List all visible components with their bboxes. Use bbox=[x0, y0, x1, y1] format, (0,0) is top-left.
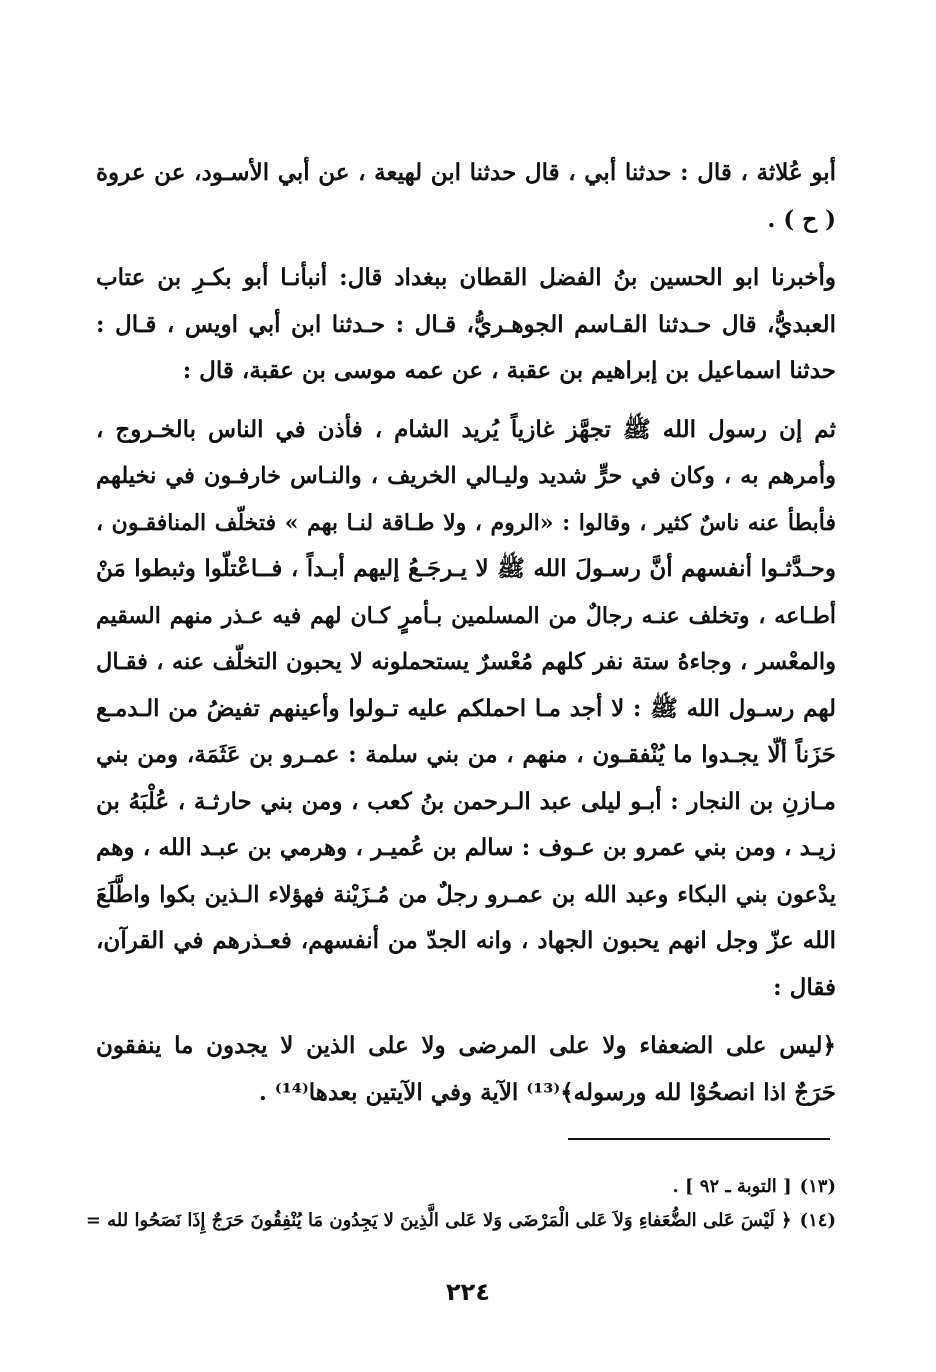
text-line: الله عزّ وجل انهم يحبون الجهاد ، وانه الجدّ من أنفسهم، فعـذرهم في القرآن، bbox=[96, 927, 836, 954]
footnote-text: ﴿ لَيْسَ عَلى الضُّعَفاءِ وَلاَ عَلى الْمَرْضَى وَلا عَلى الَّذِينَ لا يَجِدُون مَا يُنْفِقُونَ حَرَجٌ إِذَا نَصَحُوا لله = bbox=[85, 1210, 792, 1231]
footnote-number: (١٣) bbox=[799, 1176, 836, 1197]
isnad-paragraph-1 bbox=[96, 150, 836, 243]
text-line: ( ح ) . bbox=[767, 205, 836, 233]
text-line: فقال : bbox=[773, 973, 836, 1001]
main-text bbox=[96, 150, 836, 1116]
text-line: وأمرهم به ، وكان في حرٍّ شديد وليـالي الخريف ، والنـاس خارفـون في نخيلهم bbox=[96, 463, 836, 489]
text-line: حدثنا اسماعيل بن إبراهيم بن عقبة ، عن عمه موسى بن عقبة، قال : bbox=[182, 357, 836, 384]
footnote-text: [ التوبة ـ ٩٢ ] . bbox=[672, 1176, 792, 1197]
footnote-13 bbox=[86, 1170, 836, 1204]
text-line: حَزَناً ألّا يجـدوا ما يُنْفقـون ، منهم ، من بني سلمة : عمـرو بن عَثَمَة، ومن بني bbox=[96, 741, 836, 768]
footnotes bbox=[86, 1170, 836, 1238]
text-line: وأخبرنا ابو الحسين بنُ الفضل القطان ببغداد قال: أنبأنـا أبو بكـرِ بن عتاب bbox=[96, 264, 836, 291]
text-line: أطـاعه ، وتخلف عنـه رجالٌ من المسلمين بـأمرٍ كـان لهم فيه عـذر منهم السقيم bbox=[96, 602, 836, 629]
text-line: أبو عُلاثة ، قال : حدثنا أبي ، قال حدثنا ابن لهيعة ، عن أبي الأسـود، عن عروة bbox=[96, 159, 836, 186]
quran-quote-paragraph bbox=[96, 1023, 836, 1116]
footnote-14 bbox=[86, 1204, 836, 1238]
isnad-paragraph-2 bbox=[96, 255, 836, 395]
text-line: ﴿ليس على الضعفاء ولا على المرضى ولا على الذين لا يجدون ما ينفقون bbox=[96, 1032, 836, 1059]
text-line: وحـدَّثـوا أنفسهم أنَّ رسـولَ الله ﷺ لا يـرجَـعُ إليهم أبـداً ، فــاعْتلّوا وثبطوا مَنْ bbox=[96, 555, 836, 582]
text-line: فأبطأ عنه ناسٌ كثير ، وقالوا : «الروم ، ولا طـاقة لنـا بهم » فتخلّف المنافقـون ، bbox=[96, 509, 836, 536]
text-line: حَرَجٌ اذا انصحُوْا لله ورسوله﴾⁽¹³⁾ الآية وفي الآيتين بعدها⁽¹⁴⁾ . bbox=[258, 1078, 836, 1106]
text-line: لهم رسـول الله ﷺ : لا أجد مـا احملكم عليه تـولوا وأعينهم تفيضُ من الـدمـع bbox=[96, 694, 836, 722]
narrative-paragraph bbox=[96, 407, 836, 1012]
text-line: مـازنِ بن النجار : أبـو ليلى عبد الـرحمن بنُ كعب ، ومن بني حارثـة ، عُلْبَهُ بن bbox=[96, 787, 836, 815]
text-line: العبديُّ، قال حـدثنا القـاسم الجوهـريُّ، قـال : حـدثنا ابن أبي اويس ، قـال : bbox=[96, 310, 836, 338]
footnote-divider bbox=[568, 1138, 830, 1140]
text-line: يدْعون بني البكاء وعبد الله بن عمـرو رجلٌ من مُـزَيْنة فهؤلاء الـذين بكوا واطَّلَعَ bbox=[96, 881, 836, 908]
text-line: زيـد ، ومن بني عمرو بن عـوف : سالم بن عُميـر ، وهرمي بن عبـد الله ، وهم bbox=[96, 834, 836, 861]
text-line: ثم إن رسول الله ﷺ تجهَّز غازياً يُريد الشام ، فأذن في الناس بالخـروج ، bbox=[96, 415, 836, 443]
footnote-number: (١٤) bbox=[799, 1210, 836, 1231]
page-number: ٢٢٤ bbox=[446, 1278, 490, 1306]
text-line: والمعْسر ، وجاءهُ ستة نفر كلهم مُعْسرٌ يستحملونه لا يحبون التخلّف عنه ، فقـال bbox=[96, 649, 836, 675]
